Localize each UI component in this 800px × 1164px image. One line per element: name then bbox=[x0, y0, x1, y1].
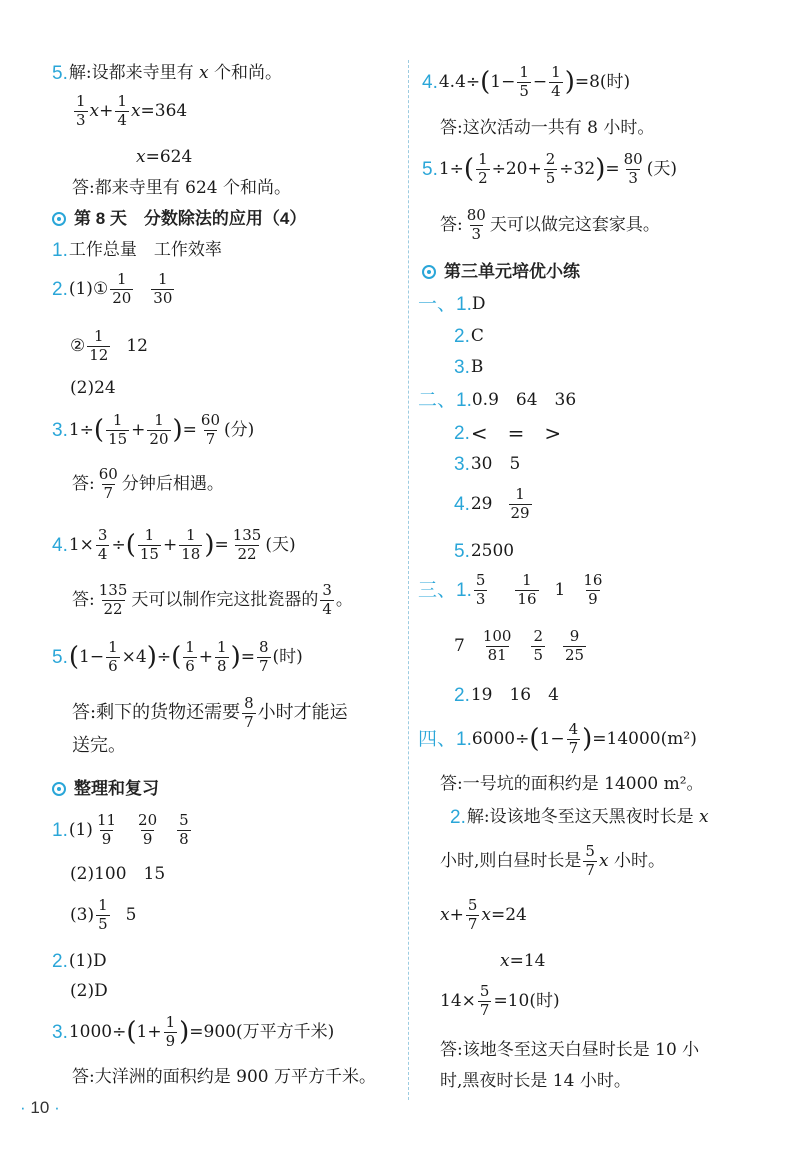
q5-answer-2: 送完。 bbox=[72, 735, 126, 756]
q2-line-1: 2. (1)① $\frac{1}{20}$ $\frac{1}{30}$ bbox=[52, 270, 173, 307]
r2-line-1: 2. (1)D bbox=[52, 951, 107, 972]
q4-answer: 答: $\frac{135}{22}$ 天可以制作完这批瓷器的 $\frac{3}{4}$ 。 bbox=[72, 581, 353, 618]
s2-line-1: 二、1. 0.9 64 36 bbox=[418, 390, 577, 411]
s4-1-answer: 答:一号坑的面积约是 14000 m²。 bbox=[440, 774, 704, 794]
s4-2-answer-1: 答:该地冬至这天白昼时长是 10 小 bbox=[440, 1040, 700, 1060]
s4-2-answer-2: 时,黑夜时长是 14 小时。 bbox=[440, 1071, 631, 1091]
circle-bullet-icon bbox=[52, 782, 66, 796]
s4-1-equation: 四、1. 6000÷ ( 1− $\frac{4}{7}$ ) =14000(m²) bbox=[418, 720, 697, 757]
q4-equation: 4. 1× $\frac{3}{4}$ ÷ ( $\frac{1}{15}$ + $\frac{1}{18}$ ) = $\frac{135}{22}$ (天) bbox=[52, 526, 296, 563]
s1-line-1: 一、1. D bbox=[418, 294, 486, 315]
q2-line-2: ② $\frac{1}{12}$ 12 bbox=[70, 327, 148, 364]
s3-line-2: 7 $\frac{100}{81}$ $\frac{2}{5}$ $\frac{9}{25}$ bbox=[454, 627, 585, 664]
a4-equation: 4. 4.4÷ ( 1− $\frac{1}{5}$ − $\frac{1}{4}$ ) =8(时) bbox=[422, 63, 631, 100]
s4-2-equation-3: 14× $\frac{5}{7}$ =10(时) bbox=[440, 982, 560, 1019]
problem-5-equation-1: $\frac{1}{3}$ x + $\frac{1}{4}$ x =364 bbox=[76, 92, 188, 129]
s4-2-line-2: 小时,则白昼时长是 $\frac{5}{7}$ x 小时。 bbox=[440, 842, 665, 879]
r1-line-3: (3) $\frac{1}{5}$ 5 bbox=[70, 896, 137, 933]
s2-line-4: 4. 29 $\frac{1}{29}$ bbox=[454, 485, 530, 522]
day8-heading: 第 8 天 分数除法的应用（4） bbox=[52, 210, 306, 227]
s2-line-2: 2. < = > bbox=[454, 421, 562, 445]
q3-answer: 答: $\frac{60}{7}$ 分钟后相遇。 bbox=[72, 465, 224, 502]
column-divider bbox=[408, 60, 409, 1100]
s3-line-1: 三、1. $\frac{5}{3}$ $\frac{1}{16}$ 1 $\frac{16}{9}$ bbox=[418, 571, 603, 608]
s4-2-equation-1: x + $\frac{5}{7}$ x =24 bbox=[440, 896, 527, 933]
r1-line-1: 1. (1) $\frac{11}{9}$ $\frac{20}{9}$ $\frac{5}{8}$ bbox=[52, 811, 189, 848]
a5-answer: 答: $\frac{80}{3}$ 天可以做完这套家具。 bbox=[440, 206, 660, 243]
s2-line-5: 5. 2500 bbox=[454, 541, 515, 562]
s2-line-3: 3. 30 5 bbox=[454, 454, 521, 475]
r1-line-2: (2)100 15 bbox=[70, 864, 166, 884]
problem-5-answer: 答:都来寺里有 624 个和尚。 bbox=[72, 178, 291, 198]
q5-answer-1: 答:剩下的货物还需要 $\frac{8}{7}$ 小时才能运 bbox=[72, 694, 348, 731]
s1-line-3: 3. B bbox=[454, 357, 484, 378]
s3-line-3: 2. 19 16 4 bbox=[454, 685, 559, 706]
q5-equation: 5. ( 1− $\frac{1}{6}$ ×4 ) ÷ ( $\frac{1}{6}$ + $\frac{1}{8}$ ) = $\frac{8}{7}$ (时) bbox=[52, 638, 303, 675]
problem-5-title: 5. 解:设都来寺里有 x 个和尚。 bbox=[52, 63, 282, 84]
s4-2-line-1: 2. 解:设该地冬至这天黑夜时长是 x bbox=[450, 807, 709, 828]
unit3-heading: 第三单元培优小练 bbox=[422, 263, 580, 280]
problem-5-equation-2: x =624 bbox=[136, 147, 193, 167]
q1-line: 1. 工作总量 工作效率 bbox=[52, 240, 222, 261]
circle-bullet-icon bbox=[422, 265, 436, 279]
page-number: · 10 · bbox=[20, 1098, 60, 1117]
review-heading: 整理和复习 bbox=[52, 780, 159, 797]
s4-2-equation-2: x =14 bbox=[500, 951, 546, 971]
r3-answer: 答:大洋洲的面积约是 900 万平方千米。 bbox=[72, 1067, 376, 1087]
q3-equation: 3. 1÷ ( $\frac{1}{15}$ + $\frac{1}{20}$ ) = $\frac{60}{7}$ (分) bbox=[52, 411, 255, 448]
r2-line-2: (2)D bbox=[70, 981, 108, 1001]
a5-equation: 5. 1÷ ( $\frac{1}{2}$ ÷20+ $\frac{2}{5}$ ÷32 ) = $\frac{80}{3}$ (天) bbox=[422, 150, 677, 187]
r3-equation: 3. 1000÷ ( 1+ $\frac{1}{9}$ ) =900(万平方千米) bbox=[52, 1013, 335, 1050]
circle-bullet-icon bbox=[52, 212, 66, 226]
s1-line-2: 2. C bbox=[454, 326, 484, 347]
q2-line-3: (2)24 bbox=[70, 378, 116, 398]
a4-answer: 答:这次活动一共有 8 小时。 bbox=[440, 118, 655, 138]
